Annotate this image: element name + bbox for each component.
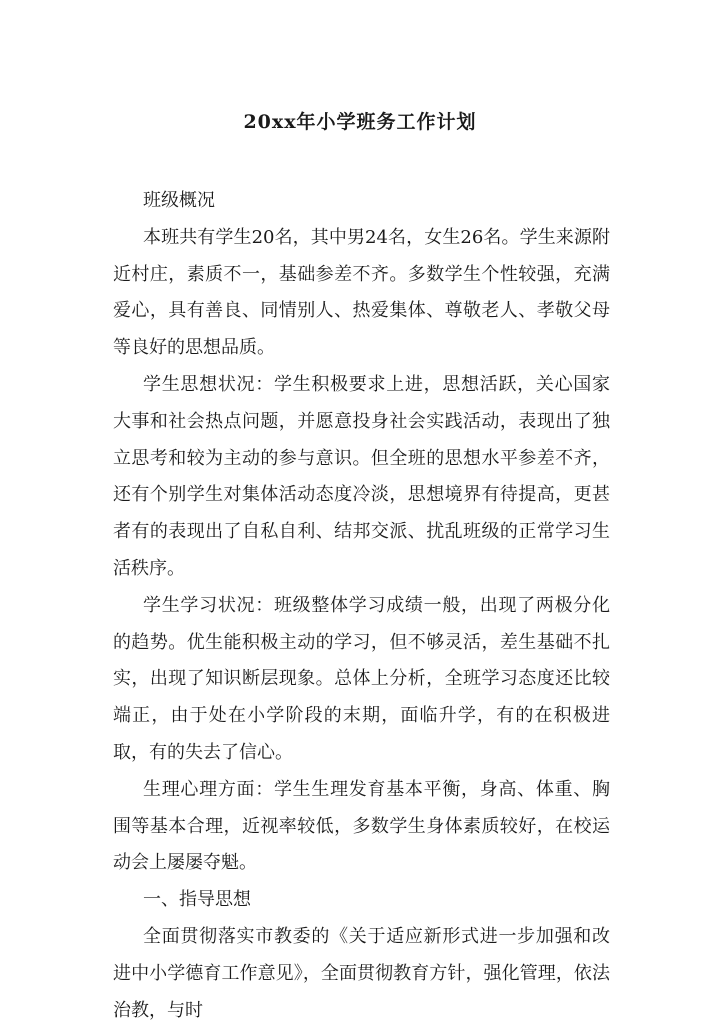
paragraph-student-learning: 学生学习状况：班级整体学习成绩一般，出现了两极分化的趋势。优生能积极主动的学习，但不够灵活，差生基础不扎实，出现了知识断层现象。总体上分析，全班学习态度还比较端正，由于处在小学阶段的末期，面临升学，有的在积极进取，有的失去了信心。 (113, 594, 610, 763)
paragraph-class-composition: 本班共有学生20名，其中男24名，女生26名。学生来源附近村庄，素质不一，基础参差不齐。多数学生个性较强，充满爱心，具有善良、同情别人、热爱集体、尊敬老人、孝敬父母等良好的思想品质。 (113, 226, 610, 359)
paragraph-guiding-ideology: 全面贯彻落实市教委的《关于适应新形式进一步加强和改进中小学德育工作意见》，全面贯彻教育方针，强化管理，依法治教，与时 (113, 925, 610, 1021)
paragraph-student-thinking: 学生思想状况：学生积极要求上进，思想活跃，关心国家大事和社会热点问题，并愿意投身社会实践活动，表现出了独立思考和较为主动的参与意识。但全班的思想水平参差不齐，还有个别学生对集体活动态度冷淡，思想境界有待提高，更甚者有的表现出了自私自利、结邦交派、扰乱班级的正常学习生活秩序。 (113, 373, 610, 579)
paragraph-physiology-psychology: 生理心理方面：学生生理发育基本平衡，身高、体重、胸围等基本合理，近视率较低，多数学生身体素质较好，在校运动会上屡屡夺魁。 (113, 778, 610, 874)
section-heading-guiding-ideology: 一、指导思想 (143, 889, 251, 911)
section-heading-class-overview: 班级概况 (143, 190, 215, 211)
document-body (113, 183, 610, 1029)
document-title: 20xx年小学班务工作计划 (243, 111, 477, 133)
